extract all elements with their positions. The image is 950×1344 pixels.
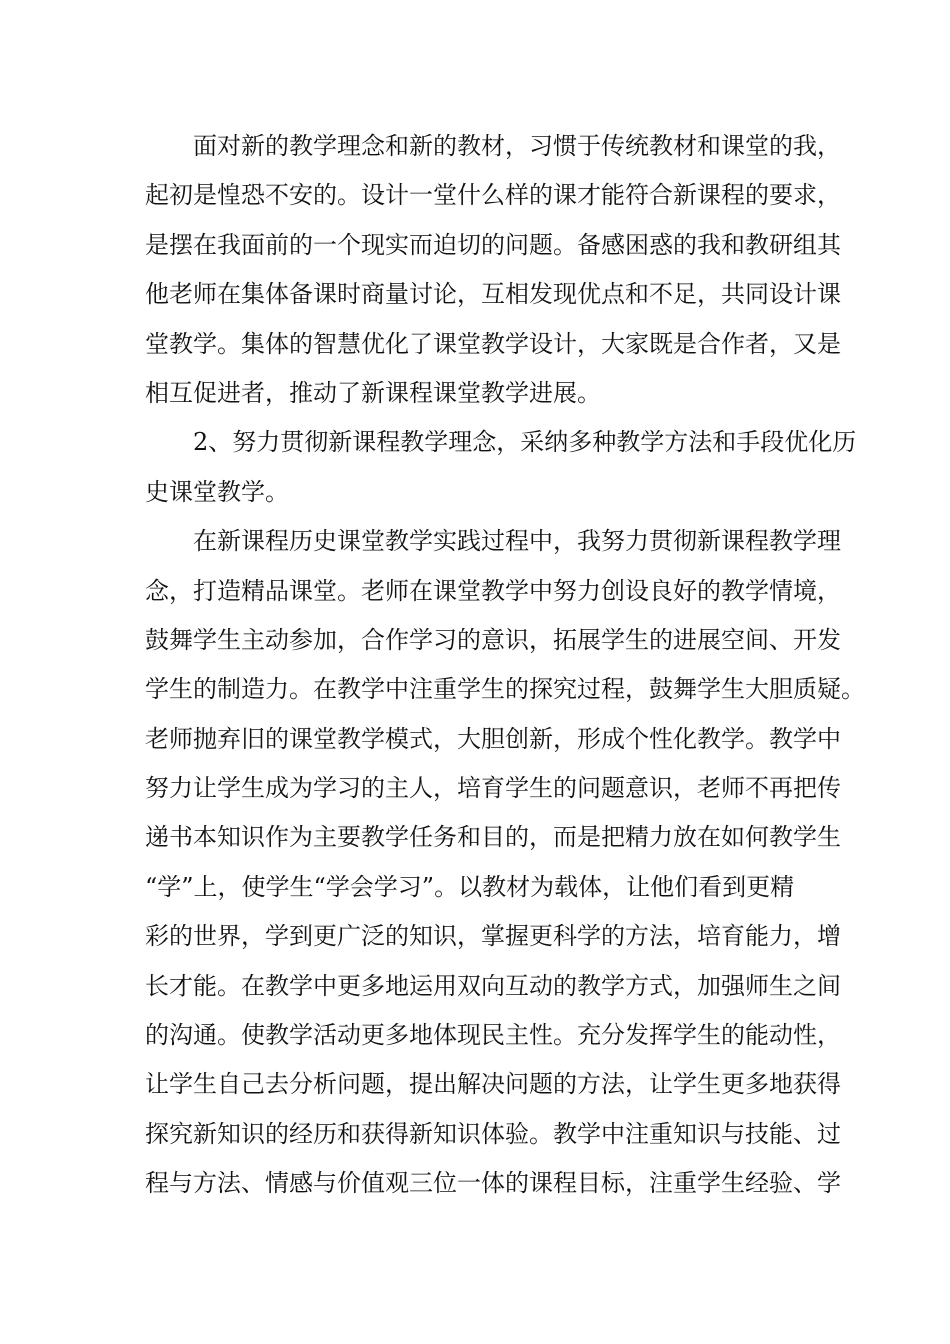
text-line: 堂教学。集体的智慧优化了课堂教学设计，大家既是合作者，又是 (145, 329, 841, 358)
text-line: 念，打造精品课堂。老师在课堂教学中努力创设良好的教学情境， (145, 576, 841, 605)
text-line: 2、努力贯彻新课程教学理念，采纳多种教学方法和手段优化历 (193, 428, 857, 457)
text-line: “学”上，使学生“学会学习”。以教材为载体，让他们看到更精 (145, 872, 795, 901)
text-line: 彩的世界，学到更广泛的知识，掌握更科学的方法，培育能力，增 (145, 922, 841, 951)
text-line: 让学生自己去分析问题，提出解决问题的方法，让学生更多地获得 (145, 1070, 841, 1099)
text-line: 面对新的教学理念和新的教材，习惯于传统教材和课堂的我， (193, 132, 841, 160)
text-line: 他老师在集体备课时商量讨论，互相发现优点和不足，共同设计课 (145, 280, 841, 309)
text-line: 起初是惶恐不安的。设计一堂什么样的课才能符合新课程的要求， (145, 181, 841, 210)
text-line: 老师抛弃旧的课堂教学模式，大胆创新，形成个性化教学。教学中 (145, 724, 841, 753)
text-line: 探究新知识的经历和获得新知识体验。教学中注重知识与技能、过 (145, 1119, 841, 1148)
text-line: 程与方法、情感与价值观三位一体的课程目标，注重学生经验、学 (145, 1169, 841, 1198)
text-line: 是摆在我面前的一个现实而迫切的问题。备感困惑的我和教研组其 (145, 230, 841, 259)
text-line: 学生的制造力。在教学中注重学生的探究过程，鼓舞学生大胆质疑。 (145, 675, 865, 704)
text-line: 在新课程历史课堂教学实践过程中，我努力贯彻新课程教学理 (193, 527, 841, 556)
text-line: 相互促进者，推动了新课程课堂教学进展。 (145, 378, 601, 407)
text-line: 史课堂教学。 (145, 477, 289, 506)
paragraph-3 (145, 517, 865, 1208)
paragraph-1 (145, 122, 841, 418)
text-line: 递书本知识作为主要教学任务和目的，而是把精力放在如何教学生 (145, 823, 841, 852)
text-line: 长才能。在教学中更多地运用双向互动的教学方式，加强师生之间 (145, 971, 841, 1000)
document-body (145, 122, 865, 1209)
paragraph-2-heading (145, 418, 857, 517)
text-line: 的沟通。使教学活动更多地体现民主性。充分发挥学生的能动性， (145, 1021, 841, 1050)
text-line: 鼓舞学生主动参加，合作学习的意识，拓展学生的进展空间、开发 (145, 625, 841, 654)
text-line: 努力让学生成为学习的主人，培育学生的问题意识，老师不再把传 (145, 774, 841, 803)
